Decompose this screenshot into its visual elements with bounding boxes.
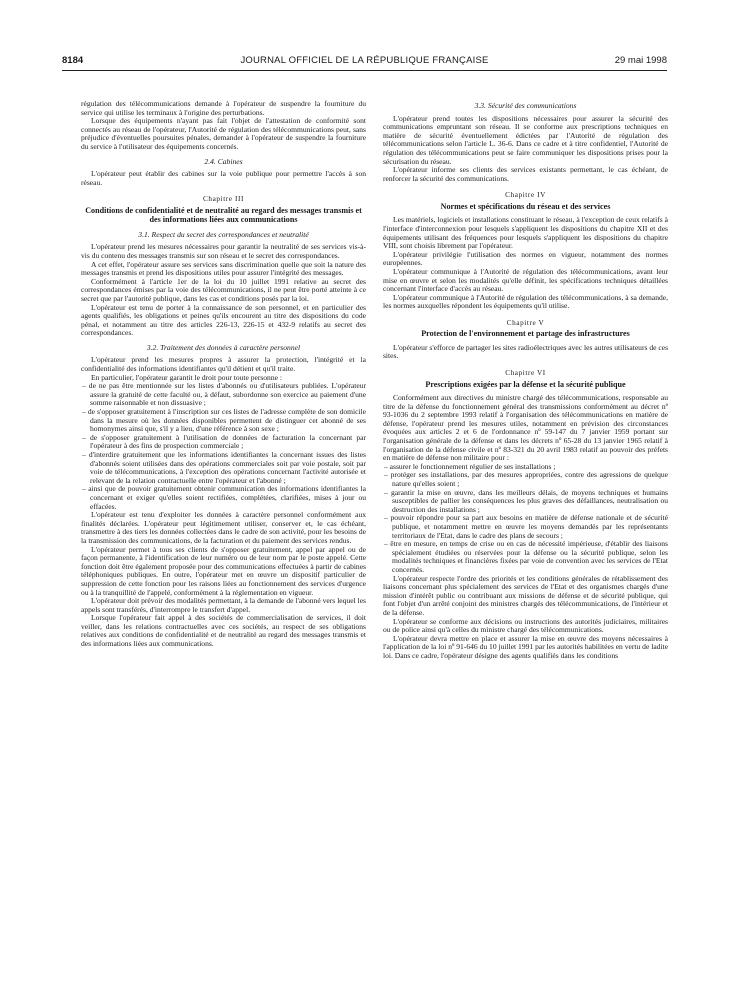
paragraph: Les matériels, logiciels et installations constituant le réseau, à l'exception de ceux relatifs à l'interface d'interconnexion pour lesquels s'appliquent les dispositions du chapitre XII et des équipements utilisant des fréquences pour lesquels s'appliquent les dispositions du chapitre VIII, sont choisis librement par l'opérateur. bbox=[383, 215, 668, 251]
page-header bbox=[62, 55, 667, 69]
paragraph: L'opérateur permet à tous ses clients de s'opposer gratuitement, appel par appel ou de façon permanente, à l'identification de leur numéro ou de leur nom par le poste appelé. Cette fonction doit être également proposée pour des communications effectuées à partir de cabines téléphoniques publiques. En outre, l'opérateur met en œuvre un dispositif particulier de suppression de cette fonction pour les raisons liées au fonctionnement des services d'urgence ou à la tranquillité de l'appelé, conformément à la réglementation en vigueur. bbox=[81, 544, 366, 597]
list-item: – de ne pas être mentionnée sur les listes d'abonnés ou d'utilisateurs publiées. L'opérateur assure la gratuité de cette faculté ou, à défaut, subordonne son exercice au paiement d'une somme raisonnable et non dissuasive ; bbox=[81, 382, 366, 408]
paragraph: L'opérateur communique à l'Autorité de régulation des télécommunications, avant leur mise en œuvre et selon les modalités qu'elle définit, les spécifications techniques détaillées concernant l'interface d'accès au réseau. bbox=[383, 266, 668, 294]
page-number: 8184 bbox=[62, 55, 84, 66]
list-item: – d'interdire gratuitement que les informations identifiantes la concernant issues des listes d'abonnés soient utilisées dans des opérations commerciales soit par voie postale, soit par voie de télécommunications, à l'exception des opérations concernant l'activité autorisée et relevant de la relation contractuelle entre l'opérateur et l'abonné ; bbox=[81, 451, 366, 485]
paragraph: L'opérateur devra mettre en place et assurer la mise en œuvre des moyens nécessaires à l'application de la loi nº 91-646 du 10 juillet 1991 par les autorités habilitées en vertu de ladite loi. Dans ce cadre, l'opérateur désigne des agents qualifiés dans les conditions bbox=[383, 633, 668, 660]
chapter-title: Normes et spécifications du réseau et des services bbox=[440, 201, 611, 211]
paragraph: L'opérateur respecte l'ordre des priorités et les conditions générales de rétablissement des liaisons concernant plus spécialement des services de l'Etat et des organismes chargés d'une mission d'intérêt public ou contribuant aux missions de défense et de sécurité publique, qui font l'objet d'un arrêté conjoint des ministres chargés des télécommunications, de l'intérieur et de la défense. bbox=[383, 573, 668, 617]
right-column bbox=[383, 102, 668, 660]
issue-date: 29 mai 1998 bbox=[614, 55, 667, 66]
paragraph: En particulier, l'opérateur garantit le droit pour toute personne : bbox=[91, 372, 282, 382]
list-item: – garantir la mise en œuvre, dans les meilleurs délais, de moyens techniques et humains susceptibles de pallier les conséquences les plus graves des défaillances, neutralisation ou destruction des installations ; bbox=[383, 489, 668, 515]
paragraph: L'opérateur informe ses clients des services existants permettant, le cas échéant, de renforcer la sécurité des communications. bbox=[383, 165, 668, 183]
section-title: 3.3. Sécurité des communications bbox=[474, 101, 577, 110]
paragraph: régulation des télécommunications demande à l'opérateur de suspendre la fourniture du service qui utilise les terminaux à l'origine des perturbations. bbox=[81, 99, 366, 117]
paragraph: L'opérateur privilégie l'utilisation des normes en vigueur, notamment des normes européennes. bbox=[383, 249, 668, 268]
section-title: 3.1. Respect du secret des correspondances et neutralité bbox=[138, 229, 309, 239]
list-item: – de s'opposer gratuitement à l'utilisation de données de facturation la concernant par l'opérateur à des fins de prospection commerciale ; bbox=[81, 434, 366, 451]
chapter-label: Chapitre III bbox=[203, 195, 244, 204]
paragraph: L'opérateur est tenu de porter à la connaissance de son personnel, et en particulier des agents qualifiés, les obligations et peines qu'ils encourent au titre des dispositions du code pénal, et notamment au titre des articles 226-13, 226-15 et 432-9 relatifs au secret des correspondances. bbox=[81, 302, 366, 338]
chapter-label: Chapitre IV bbox=[505, 191, 546, 200]
paragraph: Conformément aux directives du ministre chargé des télécommunications, responsable au titre de la défense du fonctionnement général des transmissions conformément au décret nº 93-1036 du 2 septembre 1993 relatif à l'organisation des télécommunications en matière de défense, l'opérateur prend les mesures utiles, notamment en prévision des circonstances évoquées aux articles 2 et 6 de l'ordonnance nº 59-147 du 7 janvier 1959 portant sur l'organisation générale de la défense et dans les décrets nº 65-28 du 13 janvier 1965 relatif à l'organisation de la défense civile et nº 83-321 du 20 avril 1983 relatif au pouvoir des préfets en matière de défense non militaire pour : bbox=[383, 393, 668, 463]
list-item: – ainsi que de pouvoir gratuitement obtenir communication des informations identifiantes la concernant et exiger qu'elles soient rectifiées, complétées, clarifiées, mises à jour ou effacées. bbox=[81, 485, 366, 511]
journal-title: JOURNAL OFFICIEL DE LA RÉPUBLIQUE FRANÇAISE bbox=[240, 55, 489, 66]
defense-measures-list bbox=[383, 463, 668, 575]
list-item: – protéger ses installations, par des mesures appropriées, contre des agressions de quelque nature qu'elles soient ; bbox=[383, 471, 668, 488]
paragraph: L'opérateur s'efforce de partager les sites radioélectriques avec les autres utilisateurs de ces sites. bbox=[383, 342, 668, 361]
chapter-title: Prescriptions exigées par la défense et la sécurité publique bbox=[425, 379, 626, 389]
left-column bbox=[81, 100, 366, 649]
paragraph: L'opérateur doit prévoir des modalités permettant, à la demande de l'abonné vers lequel les appels sont transférés, d'interrompre le transfert d'appel. bbox=[81, 596, 366, 614]
list-item: – pouvoir répondre pour sa part aux besoins en matière de défense nationale et de sécurité publique, et notamment mettre en œuvre les moyens demandés par les représentants territoriaux de l'Etat, dans le cadre des plans de secours ; bbox=[383, 514, 668, 540]
chapter-title: Conditions de confidentialité et de neutralité au regard des messages transmis et des informations liées aux communications bbox=[85, 205, 362, 225]
chapter-title: Protection de l'environnement et partage des infrastructures bbox=[421, 329, 630, 339]
paragraph: Lorsque l'opérateur fait appel à des sociétés de commercialisation de services, il doit veiller, dans les relations contractuelles avec ces sociétés, au respect de ses obligations relatives aux conditions de confidentialité et de neutralité au regard des messages transmis et des informations liées aux communications. bbox=[81, 613, 366, 649]
chapter-label: Chapitre VI bbox=[505, 369, 546, 378]
paragraph: L'opérateur prend les mesures nécessaires pour garantir la neutralité de ses services vis-à-vis du contenu des messages transmis sur son réseau et le secret des correspondances. bbox=[81, 242, 366, 260]
paragraph: Lorsque des équipements n'ayant pas fait l'objet de l'attestation de conformité sont connectés au réseau de l'opérateur, l'Autorité de régulation des télécommunications peut, sans préjudice d'éventuelles poursuites pénales, demander à l'opérateur de suspendre la fourniture du service à l'utilisateur des équipements concernés. bbox=[81, 116, 366, 151]
paragraph: L'opérateur prend les mesures propres à assurer la protection, l'intégrité et la confidentialité des informations identifiantes qu'il détient et qu'il traite. bbox=[81, 355, 366, 374]
paragraph: L'opérateur est tenu d'exploiter les données à caractère personnel conformément aux finalités déclarées. L'opérateur peut légitimement utiliser, conserver et, le cas échéant, transmettre à des tiers les données collectées dans le cadre de son activité, pour les besoins de la transmission des communications, de la facturation et du paiement des services rendus. bbox=[81, 510, 366, 545]
chapter-label: Chapitre V bbox=[506, 318, 545, 327]
paragraph: L'opérateur communique à l'Autorité de régulation des télécommunications, à sa demande, les normes auxquelles répondent les équipements qu'il utilise. bbox=[383, 292, 668, 311]
section-title: 2.4. Cabines bbox=[204, 156, 243, 166]
paragraph: L'opérateur se conforme aux décisions ou instructions des autorités judiciaires, militaires ou de police ainsi qu'à celles du ministre chargé des télécommunications. bbox=[383, 616, 668, 635]
list-item: – de s'opposer gratuitement à l'inscription sur ces listes de l'adresse complète de son domicile dans la mesure où les données disponibles permettent de distinguer cet abonné de ses homonymes ainsi que, s'il y a lieu, d'une référence à son sexe ; bbox=[81, 408, 366, 434]
paragraph: L'opérateur peut établir des cabines sur la voie publique pour permettre l'accès à son réseau. bbox=[81, 169, 366, 187]
list-item: – être en mesure, en temps de crise ou en cas de nécessité impérieuse, d'établir des liaisons spécialement étudiées ou réservées pour la défense ou la sécurité publique, selon les modalités techniques et financières fixées par voie de convention avec les services de l'Etat concernés. bbox=[383, 540, 668, 574]
paragraph: Conformément à l'article 1er de la loi du 10 juillet 1991 relative au secret des correspondances émises par la voie des télécommunications, il ne peut être porté atteinte à ce secret que par l'autorité publique, dans les cas et conditions posés par la loi. bbox=[81, 276, 366, 303]
paragraph: L'opérateur prend toutes les dispositions nécessaires pour assurer la sécurité des communications empruntant son réseau. Il se conforme aux prescriptions techniques en matière de sécurité éventuellement édictées par l'Autorité de régulation des télécommunications selon l'article L. 36-6. Dans ce cadre et à titre confidentiel, l'Autorité de régulation des télécommunications peut se faire communiquer les dispositions prises pour la sécurisation du réseau. bbox=[383, 113, 668, 166]
header-rule bbox=[62, 70, 667, 71]
list-item: – assurer le fonctionnement régulier de ses installations ; bbox=[383, 463, 668, 472]
section-title: 3.2. Traitement des données à caractère personnel bbox=[146, 342, 301, 352]
rights-list bbox=[81, 382, 366, 511]
paragraph: A cet effet, l'opérateur assure ses services sans discrimination quelle que soit la nature des messages transmis et prend les dispositions utiles pour assurer l'intégrité des messages. bbox=[81, 259, 366, 278]
